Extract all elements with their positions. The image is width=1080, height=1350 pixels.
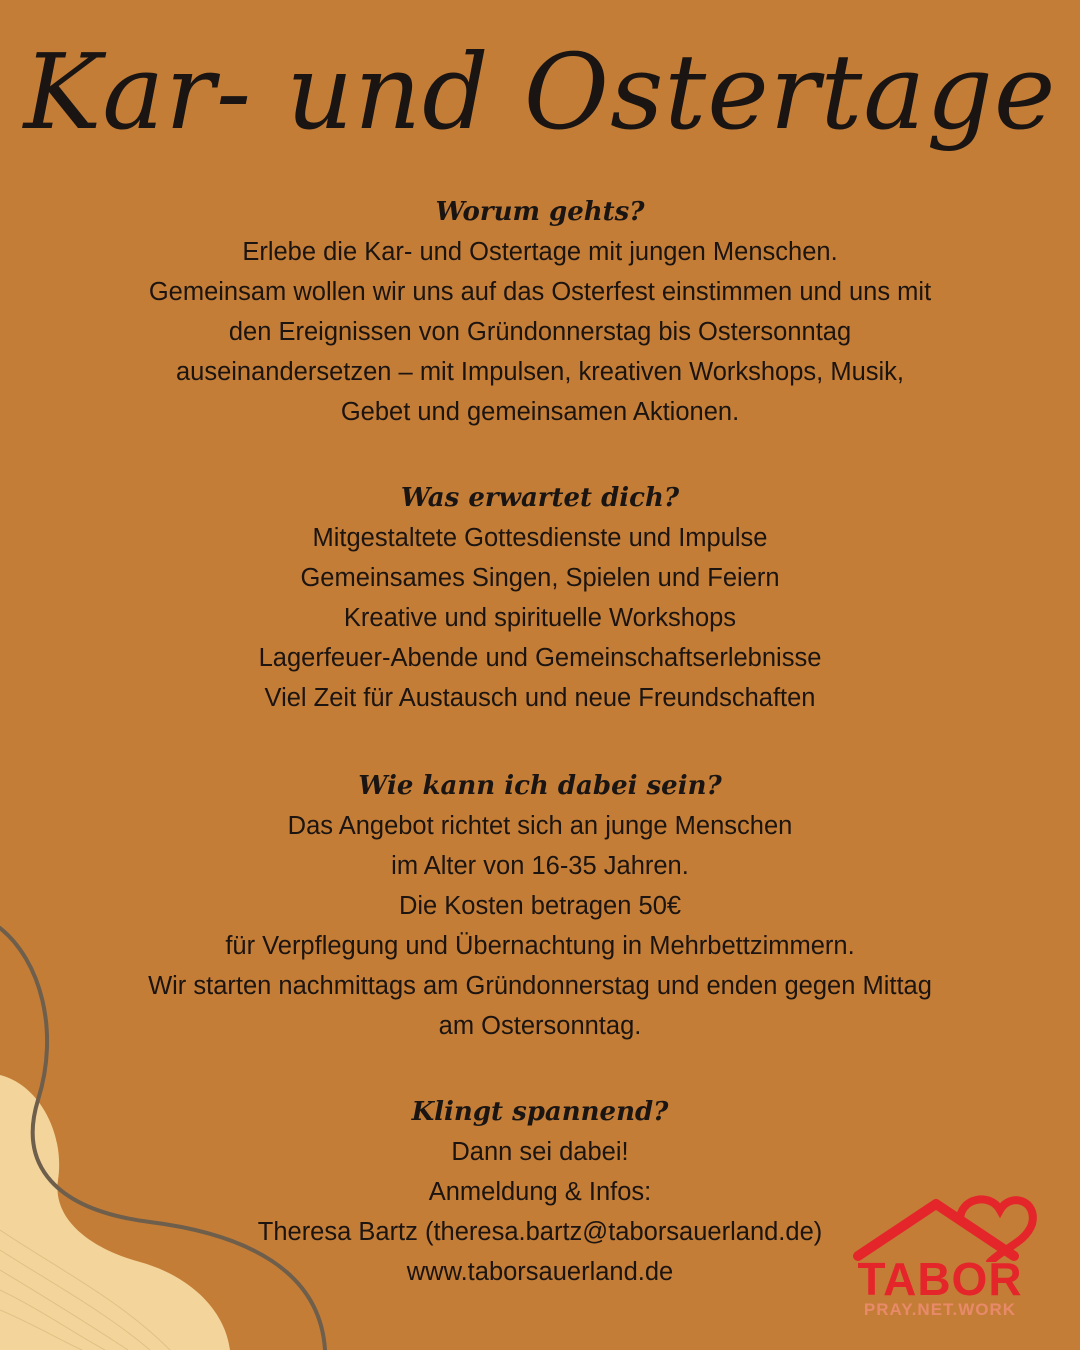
text-line: Die Kosten betragen 50€ [398,892,682,920]
logo-wordmark: TABOR [857,1253,1023,1305]
list-item: Lagerfeuer-Abende und Gemeinschaftserlebnisse [258,644,822,672]
section-heading: Was erwartet dich? [400,483,680,513]
list-item: Viel Zeit für Austausch und neue Freundschaften [264,684,816,712]
text-line: Anmeldung & Infos: [428,1178,652,1206]
section-heading: Wie kann ich dabei sein? [358,771,722,801]
text-line: auseinandersetzen – mit Impulsen, kreativen Workshops, Musik, [175,358,905,386]
section-heading: Klingt spannend? [411,1097,669,1127]
text-line: Das Angebot richtet sich an junge Menschen [287,812,793,840]
text-line: den Ereignissen von Gründonnerstag bis Ostersonntag [228,318,852,346]
section-worum [60,192,1020,432]
section-dabei-sein [60,766,1020,1046]
text-line: Erlebe die Kar- und Ostertage mit jungen Menschen. [242,238,838,266]
text-line: am Ostersonntag. [438,1012,642,1040]
list-item: Kreative und spirituelle Workshops [343,604,737,632]
text-line: Wir starten nachmittags am Gründonnerstag und enden gegen Mittag [148,972,932,1000]
contact-email[interactable]: Theresa Bartz (theresa.bartz@taborsauerland.de) [257,1218,823,1246]
text-line: Gemeinsam wollen wir uns auf das Osterfest einstimmen und uns mit [148,278,932,306]
logo-tagline: PRAY.NET.WORK [863,1300,1017,1319]
text-line: für Verpflegung und Übernachtung in Mehrbettzimmern. [225,932,855,960]
page-title: Kar- und Ostertage [23,31,1057,153]
website-link[interactable]: www.taborsauerland.de [406,1258,674,1286]
tabor-logo [840,1190,1040,1330]
roof-heart-icon [840,1190,1040,1262]
text-line: Gebet und gemeinsamen Aktionen. [340,398,740,426]
text-line: im Alter von 16-35 Jahren. [391,852,689,880]
section-erwartet [60,478,1020,718]
section-heading: Worum gehts? [435,197,645,227]
list-item: Mitgestaltete Gottesdienste und Impulse [312,524,768,552]
text-line: Dann sei dabei! [451,1138,629,1166]
list-item: Gemeinsames Singen, Spielen und Feiern [300,564,780,592]
